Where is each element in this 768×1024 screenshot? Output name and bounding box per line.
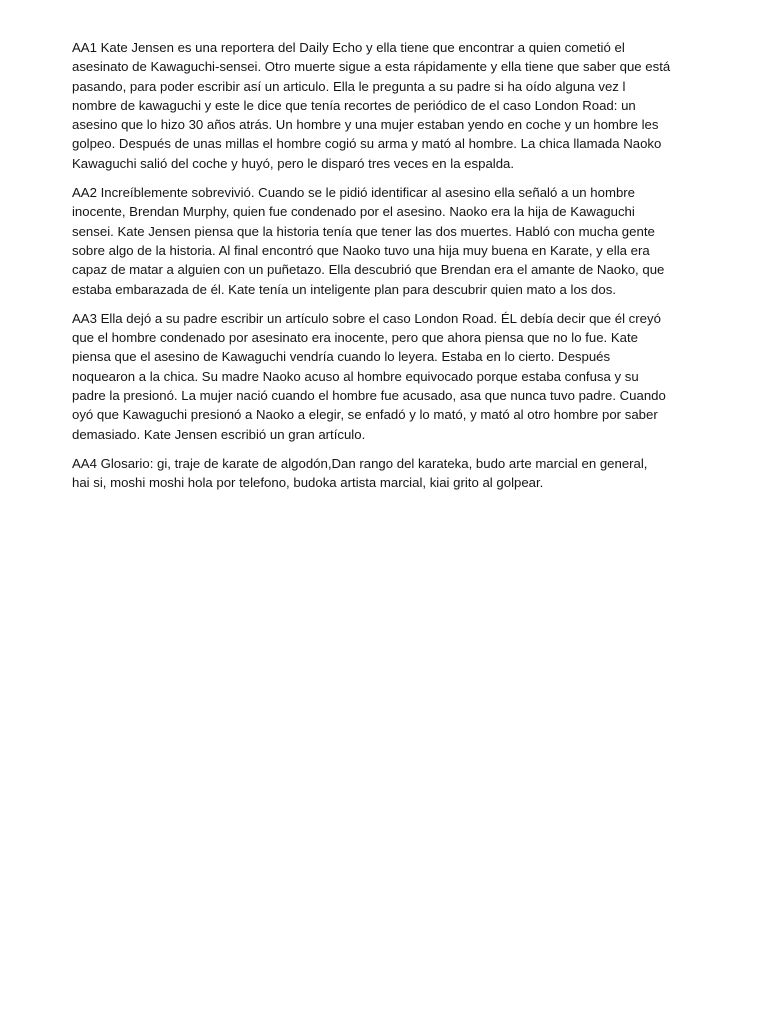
text-line: hai si, moshi moshi hola por telefono, budoka artista marcial, kiai grito al golpear. (72, 475, 544, 491)
text-line: padre la presionó. La mujer nació cuando el hombre fue acusado, asa que nunca tuvo padre. Cuando (72, 388, 666, 404)
text-line: AA3 Ella dejó a su padre escribir un artículo sobre el caso London Road. ÉL debía decir que él creyó (72, 310, 661, 326)
text-line: inocente, Brendan Murphy, quien fue condenado por el asesino. Naoko era la hija de Kawaguchi (72, 204, 635, 220)
text-line: capaz de matar a alguien con un puñetazo. Ella descubrió que Brendan era el amante de Naoko, que (72, 262, 665, 278)
text-line: asesino que lo hizo 30 años atrás. Un hombre y una mujer estaban yendo en coche y un hombre les (72, 117, 659, 133)
text-line: golpeo. Después de unas millas el hombre cogió su arma y mató al hombre. La chica llamada Naoko (72, 136, 662, 152)
text-line: oyó que Kawaguchi presionó a Naoko a elegir, se enfadó y lo mató, y mató al otro hombre por saber (72, 407, 658, 423)
text-line: piensa que el asesino de Kawaguchi vendría cuando lo leyera. Estaba en lo cierto. Después (72, 349, 611, 365)
paragraph-aa1 (72, 38, 672, 173)
text-line: AA4 Glosario: gi, traje de karate de algodón,Dan rango del karateka, budo arte marcial en general, (72, 455, 648, 471)
text-line: asesinato de Kawaguchi-sensei. Otro muerte sigue a esta rápidamente y ella tiene que saber que está (72, 59, 671, 75)
text-line: AA1 Kate Jensen es una reportera del Daily Echo y ella tiene que encontrar a quien cometió el (72, 40, 625, 55)
text-line: sobre algo de la historia. Al final encontró que Naoko tuvo una hija muy buena en Karate, y ella era (72, 242, 650, 258)
text-line: pasando, para poder escribir así un articulo. Ella le pregunta a su padre si ha oído alguna vez l (72, 78, 626, 94)
text-line: demasiado. Kate Jensen escribió un gran artículo. (72, 426, 366, 442)
text-line: sensei. Kate Jensen piensa que la historia tenía que tener las dos muertes. Habló con mucha gente (72, 223, 655, 239)
paragraph-aa3 (72, 309, 672, 444)
text-line: que el hombre condenado por asesinato era inocente, pero que ahora piensa que no lo fue. Kate (72, 330, 639, 346)
document-page (72, 38, 672, 503)
text-line: estaba embarazada de él. Kate tenía un inteligente plan para descubrir quien mato a los dos. (72, 281, 616, 297)
text-line: nombre de kawaguchi y este le dice que tenía recortes de periódico de el caso London Road: un (72, 97, 636, 113)
text-line: noquearon a la chica. Su madre Naoko acuso al hombre equivocado porque estaba confusa y su (72, 368, 639, 384)
paragraph-aa2 (72, 183, 672, 299)
paragraph-aa4-glossary (72, 454, 672, 493)
text-line: Kawaguchi salió del coche y huyó, pero le disparó tres veces en la espalda. (72, 155, 515, 171)
text-line: AA2 Increíblemente sobrevivió. Cuando se le pidió identificar al asesino ella señaló a un hombre (72, 185, 635, 201)
